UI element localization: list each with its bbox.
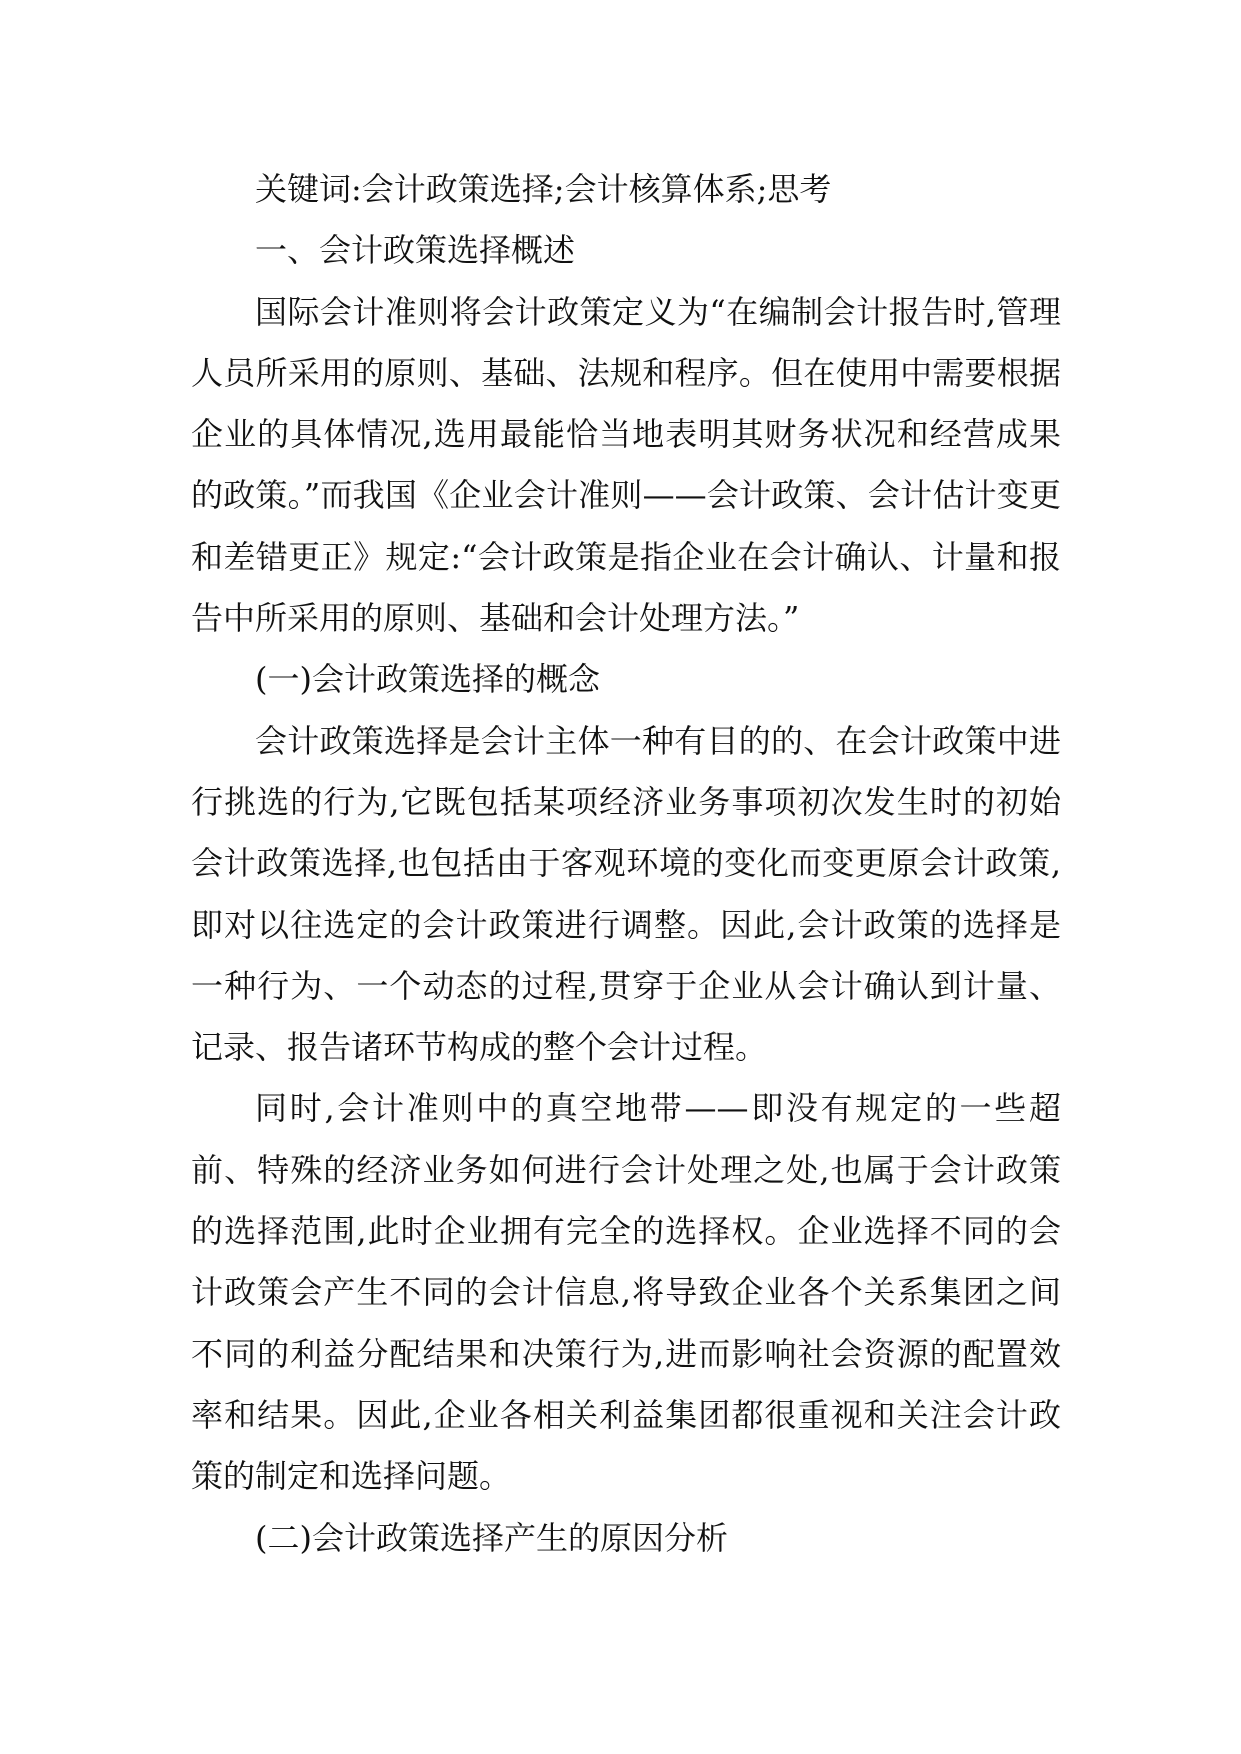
paragraph-definition: 国际会计准则将会计政策定义为“在编制会计报告时,管理人员所采用的原则、基础、法规和程序。但在使用中需要根据企业的具体情况,选用最能恰当地表明其财务状况和经营成果的政策。”而我国《企业会计准则——会计政策、会计估计变更和差错更正》规定:“会计政策是指企业在会计确认、计量和报告中所采用的原则、基础和会计处理方法。” [191,292,1061,638]
section-heading: 一、会计政策选择概述 [255,231,576,270]
paragraph-concept: 会计政策选择是会计主体一种有目的的、在会计政策中进行挑选的行为,它既包括某项经济业务事项初次发生时的初始会计政策选择,也包括由于客观环境的变化而变更原会计政策,即对以往选定的会计政策进行调整。因此,会计政策的选择是一种行为、一个动态的过程,贯穿于企业从会计确认到计量、记录、报告诸环节构成的整个会计过程。 [191,721,1061,1067]
keywords-line: 关键词:会计政策选择;会计核算体系;思考 [255,170,832,208]
subsection-heading-causes: (二)会计政策选择产生的原因分析 [255,1518,728,1557]
subsection-heading-concept: (一)会计政策选择的概念 [255,660,600,699]
paragraph-vacuum-zone: 同时,会计准则中的真空地带——即没有规定的一些超前、特殊的经济业务如何进行会计处理之处,也属于会计政策的选择范围,此时企业拥有完全的选择权。企业选择不同的会计政策会产生不同的会计信息,将导致企业各个关系集团之间不同的利益分配结果和决策行为,进而影响社会资源的配置效率和结果。因此,企业各相关利益集团都很重视和关注会计政策的制定和选择问题。 [191,1089,1061,1496]
document-body [191,159,1061,1569]
